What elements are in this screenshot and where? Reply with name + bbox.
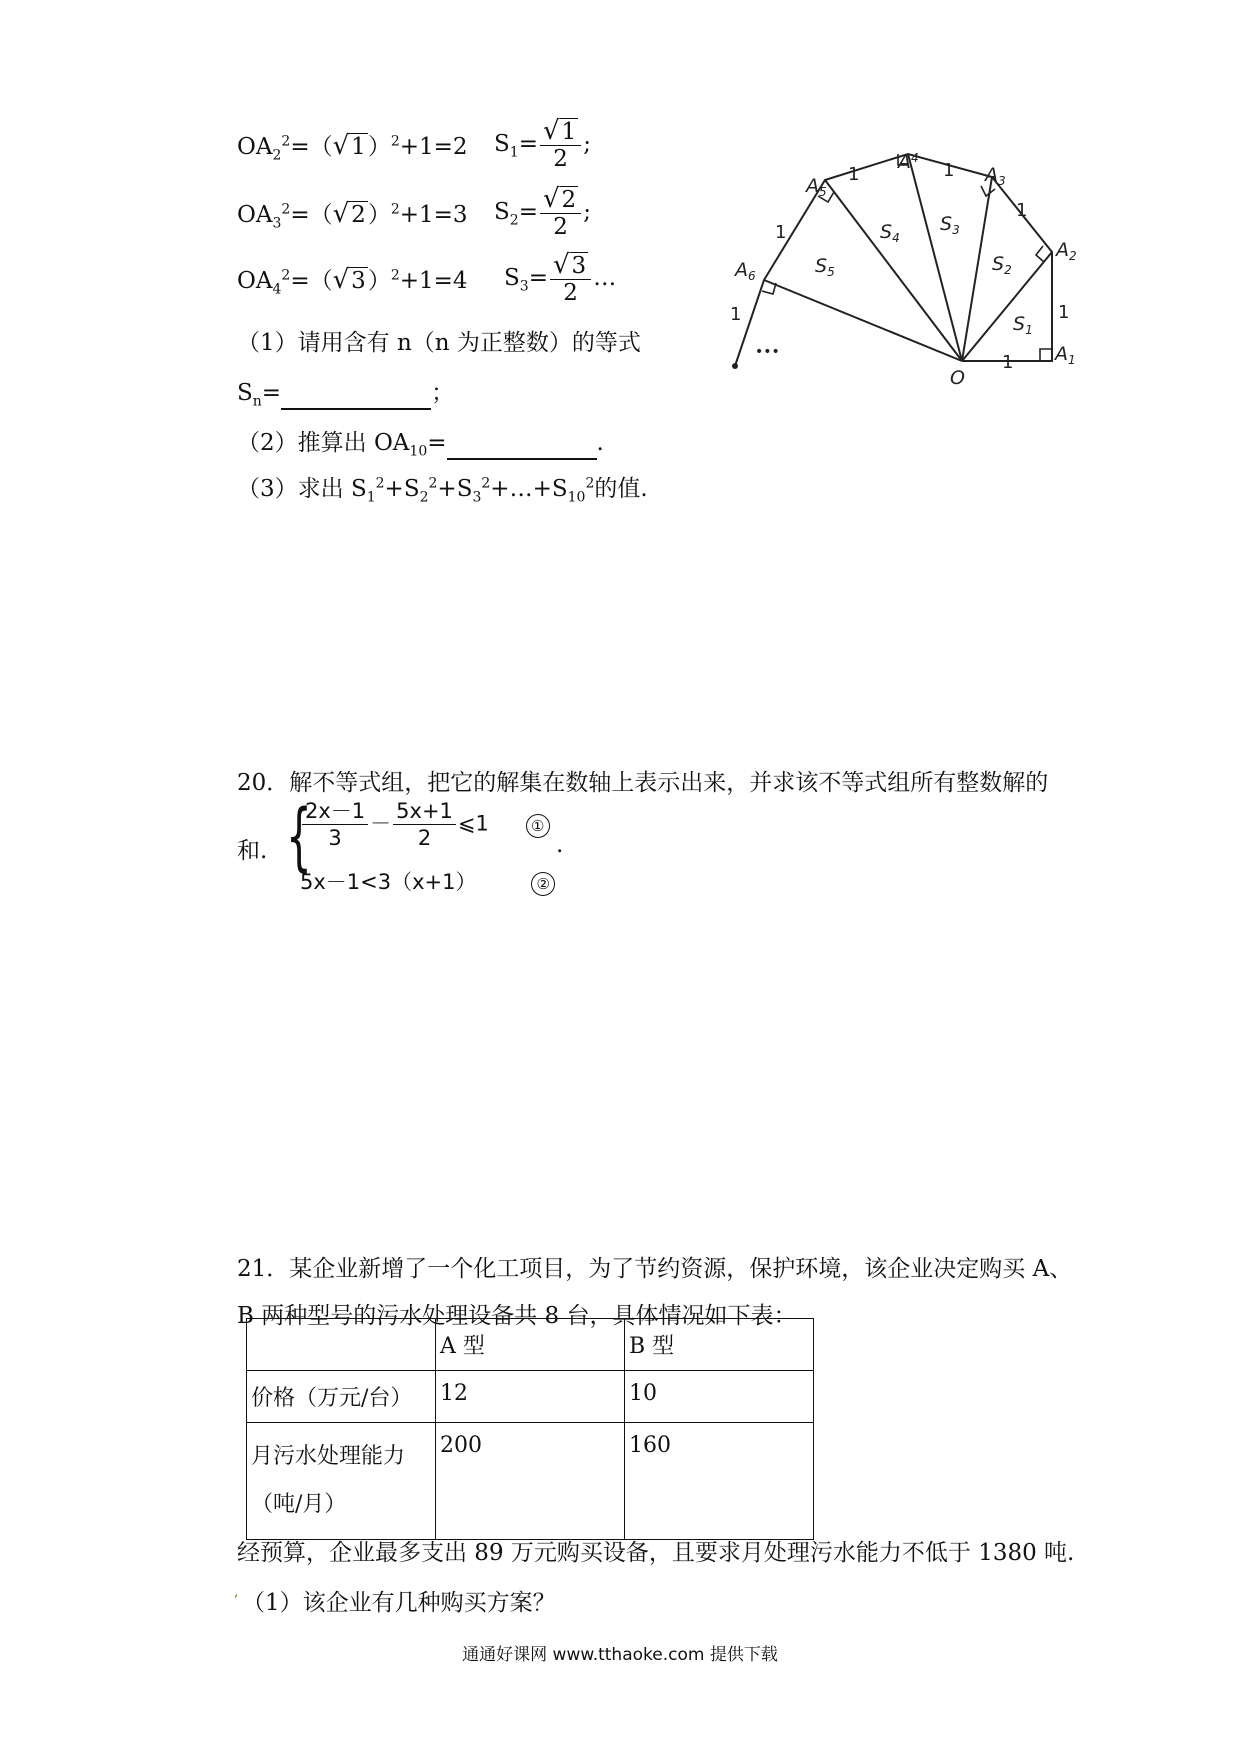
q21-part1-mark: , (234, 1584, 239, 1600)
equipment-table (246, 1318, 814, 1540)
edge-length-a5a6: 1 (775, 222, 787, 243)
s2-expression: $S_2=$ $\frac{√2}{2}$ ; (494, 184, 591, 240)
label-s2: $S_2$ (992, 253, 1012, 277)
q21-line1: 21．某企业新增了一个化工项目，为了节约资源，保护环境，该企业决定购买 A、 (237, 1256, 1073, 1282)
answer-blank-sn[interactable] (281, 386, 431, 410)
table-row (247, 1371, 814, 1423)
system-brace: { (286, 794, 312, 880)
q19-part1-answer: $S_n=$ ； (237, 380, 455, 410)
mark-2: ② (531, 872, 555, 896)
table-cell (247, 1319, 436, 1371)
edge-length-a6a7: 1 (730, 304, 742, 325)
inequality-2: 5x－1<3（x+1） ② (300, 866, 555, 896)
q20-end: . (556, 832, 564, 858)
q21-part1: （1）该企业有几种购买方案？ (242, 1590, 556, 1616)
spoke-oa4 (908, 154, 962, 361)
spiral-end-point (732, 363, 738, 369)
table-cell: 12 (436, 1371, 625, 1423)
edge-length-oa1: 1 (1002, 352, 1014, 373)
page-footer: 通通好课网 www.tthaoke.com 提供下载 (462, 1645, 778, 1665)
table-header-row (247, 1319, 814, 1371)
inequality-1: $\frac{2x-1}{3}$ － $\frac{5x+1}{2}$ ⩽1 ① (300, 798, 550, 851)
label-a5: $A_5$ (806, 175, 827, 199)
edge-length-a2a3: 1 (1016, 200, 1028, 221)
right-angle-a1 (1040, 349, 1052, 361)
edge-length-a1a2: 1 (1058, 302, 1070, 323)
s1-expression: $S_1=$ $\frac{√1}{2}$ ; (494, 116, 591, 172)
mark-1: ① (526, 814, 550, 838)
table-cell: 200 (436, 1423, 625, 1540)
spoke-oa3 (962, 177, 992, 361)
table-row (247, 1423, 814, 1540)
table-cell: A 型 (436, 1319, 625, 1371)
continuation-dots: ••• (755, 344, 780, 360)
formula-row-3: $OA_4^2=(√3)^2+1=4$ (237, 265, 468, 298)
edge-length-a4a5: 1 (848, 164, 860, 185)
s3-expression: $S_3=$ $\frac{√3}{2}$ … (504, 250, 617, 306)
label-s5: $S_5$ (815, 255, 835, 279)
label-a4: $A^4$ (898, 151, 919, 173)
q21-line3: 经预算，企业最多支出 89 万元购买设备，且要求月处理污水能力不低于 1380 吨. (237, 1540, 1075, 1566)
formula-row-1: $OA_2^2=(√1)^2+1=2$ (237, 131, 468, 164)
edge-length-a3a4: 1 (943, 160, 955, 181)
label-s4: $S_4$ (880, 221, 900, 245)
label-a2: $A_2$ (1056, 239, 1077, 263)
label-a3: $A_3$ (985, 164, 1006, 188)
table-cell: 月污水处理能力 （吨/月） (247, 1423, 436, 1540)
label-s3: $S_3$ (940, 213, 960, 237)
q20-and: 和. (237, 838, 268, 864)
q21-line2: B 两种型号的污水处理设备共 8 台，具体情况如下表： (237, 1303, 797, 1329)
answer-blank-oa10[interactable] (447, 436, 597, 460)
spiral-figure (700, 130, 1140, 390)
label-a6: $A_6$ (735, 259, 756, 283)
q20-line1: 20．解不等式组，把它的解集在数轴上表示出来，并求该不等式组所有整数解的 (237, 770, 1049, 796)
table-cell: 160 (625, 1423, 814, 1540)
label-o: O (950, 367, 965, 389)
label-a1: $A_1$ (1055, 343, 1076, 367)
q19-part3: （3）求出 $S_1^2+S_2^2+S_3^2+\dots+S_{10}^2$的值. (237, 475, 648, 506)
table-cell: 10 (625, 1371, 814, 1423)
right-angle-a2 (1036, 246, 1044, 262)
formula-row-2: $OA_3^2=(√2)^2+1=3$ (237, 199, 468, 232)
q19-part1: （1）请用含有 n（n 为正整数）的等式 (237, 330, 641, 356)
label-s1: $S_1$ (1013, 313, 1033, 337)
table-cell: B 型 (625, 1319, 814, 1371)
right-angle-a3 (981, 186, 995, 196)
table-cell: 价格（万元/台） (247, 1371, 436, 1423)
q19-part2: （2）推算出 $OA_{10}=$ . (237, 430, 604, 460)
